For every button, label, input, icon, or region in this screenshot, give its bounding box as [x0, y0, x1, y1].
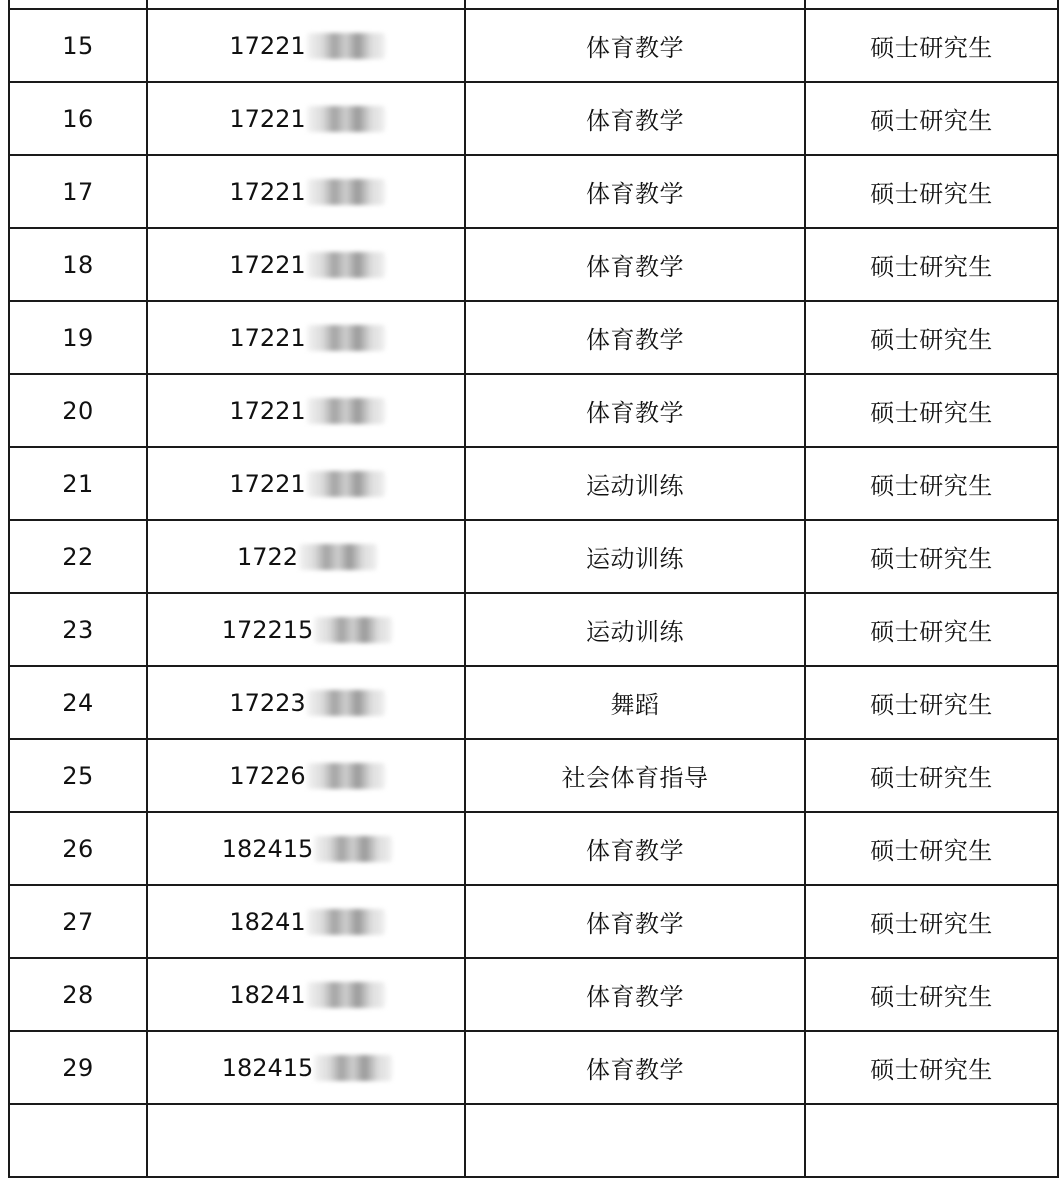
major-text: 体育教学: [586, 34, 684, 62]
row-number-text: 19: [62, 323, 94, 352]
table-row: [9, 593, 1058, 666]
degree-type-text: 硕士研究生: [870, 910, 993, 938]
major-text: 体育教学: [586, 1056, 684, 1084]
row-number-text: 22: [62, 542, 94, 571]
redacted-blur: [307, 33, 385, 59]
row-number-cell: [9, 1031, 147, 1104]
degree-type-cell: [805, 447, 1058, 520]
student-id-text: 17221: [229, 250, 306, 279]
degree-type-cell: [805, 666, 1058, 739]
redacted-blur: [307, 763, 385, 789]
student-id-wrap: [237, 543, 377, 571]
degree-type-text: 硕士研究生: [870, 326, 993, 354]
degree-type-cell: [805, 374, 1058, 447]
degree-type-cell: [805, 885, 1058, 958]
degree-type-text: 硕士研究生: [870, 253, 993, 281]
data-table: [8, 0, 1059, 1178]
degree-type-text: 硕士研究生: [870, 983, 993, 1011]
student-id-cell: [147, 739, 465, 812]
row-number-text: 20: [62, 396, 94, 425]
student-id-text: 18241: [229, 980, 306, 1009]
student-id-wrap: [229, 762, 384, 790]
major-cell: [465, 1031, 805, 1104]
table-row: [9, 9, 1058, 82]
major-cell: [465, 520, 805, 593]
degree-type-cell: [805, 1104, 1058, 1177]
major-text: 运动训练: [586, 472, 684, 500]
student-id-cell: [147, 1031, 465, 1104]
student-id-cell: [147, 82, 465, 155]
row-number-cell: [9, 228, 147, 301]
major-cell: [465, 447, 805, 520]
row-number-text: 23: [62, 615, 94, 644]
student-id-wrap: [229, 397, 384, 425]
student-id-cell: [147, 666, 465, 739]
major-text: 社会体育指导: [561, 764, 709, 792]
student-id-cell: [147, 301, 465, 374]
table-row: [9, 958, 1058, 1031]
student-id-cell: [147, 0, 465, 9]
degree-type-cell: [805, 739, 1058, 812]
table-row: [9, 447, 1058, 520]
row-number-text: 17: [62, 177, 94, 206]
redacted-blur: [314, 1055, 392, 1081]
student-id-wrap: [229, 251, 384, 279]
redacted-blur: [307, 471, 385, 497]
student-id-wrap: [229, 178, 384, 206]
student-id-text: 1722: [236, 542, 299, 571]
redacted-blur: [299, 544, 377, 570]
degree-type-cell: [805, 155, 1058, 228]
row-number-text: 25: [62, 761, 94, 790]
student-id-cell: [147, 155, 465, 228]
degree-type-text: 硕士研究生: [870, 180, 993, 208]
major-cell: [465, 593, 805, 666]
major-cell: [465, 666, 805, 739]
major-cell: [465, 0, 805, 9]
student-id-wrap: [229, 908, 384, 936]
degree-type-text: 硕士研究生: [870, 34, 993, 62]
major-cell: [465, 155, 805, 228]
student-id-text: 17221: [229, 469, 306, 498]
major-text: 舞蹈: [610, 691, 660, 719]
row-number-cell: [9, 0, 147, 9]
degree-type-cell: [805, 958, 1058, 1031]
major-text: 体育教学: [586, 837, 684, 865]
major-cell: [465, 739, 805, 812]
row-number-text: 27: [62, 907, 94, 936]
row-number-cell: [9, 447, 147, 520]
major-cell: [465, 82, 805, 155]
major-cell: [465, 228, 805, 301]
major-cell: [465, 958, 805, 1031]
degree-type-text: 硕士研究生: [870, 107, 993, 135]
student-id-wrap: [229, 32, 384, 60]
table-row: [9, 374, 1058, 447]
table-row: [9, 739, 1058, 812]
row-number-cell: [9, 155, 147, 228]
row-number-text: 21: [62, 469, 94, 498]
major-text: 体育教学: [586, 107, 684, 135]
redacted-blur: [307, 325, 385, 351]
student-id-wrap: [222, 1054, 393, 1082]
table-row: [9, 228, 1058, 301]
student-id-cell: [147, 812, 465, 885]
row-number-cell: [9, 82, 147, 155]
student-id-cell: [147, 885, 465, 958]
degree-type-cell: [805, 593, 1058, 666]
redacted-blur: [307, 982, 385, 1008]
row-number-cell: [9, 374, 147, 447]
major-text: 体育教学: [586, 399, 684, 427]
student-id-cell: [147, 593, 465, 666]
row-number-cell: [9, 739, 147, 812]
student-id-wrap: [222, 835, 393, 863]
redacted-blur: [314, 617, 392, 643]
student-id-text: 18241: [229, 907, 306, 936]
student-id-cell: [147, 958, 465, 1031]
student-id-text: 17221: [229, 31, 306, 60]
student-id-wrap: [229, 105, 384, 133]
redacted-blur: [307, 909, 385, 935]
major-text: 运动训练: [586, 618, 684, 646]
table-row: [9, 1104, 1058, 1177]
row-number-cell: [9, 593, 147, 666]
degree-type-text: 硕士研究生: [870, 618, 993, 646]
student-id-text: 172215: [221, 615, 314, 644]
table-row: [9, 812, 1058, 885]
redacted-blur: [307, 106, 385, 132]
student-id-text: 17221: [229, 323, 306, 352]
student-id-wrap: [229, 689, 384, 717]
major-cell: [465, 1104, 805, 1177]
major-cell: [465, 812, 805, 885]
major-cell: [465, 885, 805, 958]
student-id-text: 17226: [229, 761, 306, 790]
row-number-cell: [9, 1104, 147, 1177]
degree-type-cell: [805, 82, 1058, 155]
row-number-cell: [9, 958, 147, 1031]
redacted-blur: [314, 836, 392, 862]
major-text: 体育教学: [586, 910, 684, 938]
degree-type-text: 硕士研究生: [870, 545, 993, 573]
row-number-cell: [9, 885, 147, 958]
student-id-cell: [147, 520, 465, 593]
row-number-cell: [9, 9, 147, 82]
degree-type-cell: [805, 0, 1058, 9]
row-number-cell: [9, 301, 147, 374]
major-text: 体育教学: [586, 326, 684, 354]
degree-type-cell: [805, 301, 1058, 374]
major-text: 体育教学: [586, 180, 684, 208]
major-cell: [465, 374, 805, 447]
degree-type-cell: [805, 812, 1058, 885]
student-id-cell: [147, 374, 465, 447]
major-cell: [465, 9, 805, 82]
student-id-cell: [147, 228, 465, 301]
student-id-cell: [147, 447, 465, 520]
degree-type-text: 硕士研究生: [870, 399, 993, 427]
row-number-cell: [9, 812, 147, 885]
major-text: 运动训练: [586, 545, 684, 573]
table-body: [9, 0, 1058, 1177]
row-number-text: 18: [62, 250, 94, 279]
degree-type-text: 硕士研究生: [870, 472, 993, 500]
redacted-blur: [307, 690, 385, 716]
student-id-text: 182415: [221, 834, 314, 863]
student-id-wrap: [229, 981, 384, 1009]
student-id-text: 17221: [229, 396, 306, 425]
row-number-text: 15: [62, 31, 94, 60]
row-number-cell: [9, 666, 147, 739]
major-cell: [465, 301, 805, 374]
student-id-wrap: [229, 324, 384, 352]
row-number-text: 16: [62, 104, 94, 133]
student-table: [8, 0, 1057, 1178]
student-id-cell: [147, 1104, 465, 1177]
student-id-wrap: [229, 470, 384, 498]
table-row: [9, 0, 1058, 9]
degree-type-text: 硕士研究生: [870, 764, 993, 792]
degree-type-cell: [805, 228, 1058, 301]
degree-type-text: 硕士研究生: [870, 1056, 993, 1084]
major-text: 体育教学: [586, 983, 684, 1011]
table-row: [9, 520, 1058, 593]
student-id-text: 17221: [229, 104, 306, 133]
redacted-blur: [307, 398, 385, 424]
student-id-text: 17223: [229, 688, 306, 717]
student-id-cell: [147, 9, 465, 82]
redacted-blur: [307, 252, 385, 278]
student-id-text: 182415: [221, 1053, 314, 1082]
table-row: [9, 666, 1058, 739]
degree-type-cell: [805, 520, 1058, 593]
degree-type-cell: [805, 1031, 1058, 1104]
degree-type-text: 硕士研究生: [870, 691, 993, 719]
row-number-text: 24: [62, 688, 94, 717]
student-id-text: 17221: [229, 177, 306, 206]
row-number-text: 28: [62, 980, 94, 1009]
row-number-cell: [9, 520, 147, 593]
degree-type-text: 硕士研究生: [870, 837, 993, 865]
row-number-text: 29: [62, 1053, 94, 1082]
table-row: [9, 82, 1058, 155]
table-row: [9, 155, 1058, 228]
major-text: 体育教学: [586, 253, 684, 281]
student-id-wrap: [222, 616, 393, 644]
table-row: [9, 1031, 1058, 1104]
redacted-blur: [307, 179, 385, 205]
degree-type-cell: [805, 9, 1058, 82]
table-row: [9, 301, 1058, 374]
row-number-text: 26: [62, 834, 94, 863]
table-row: [9, 885, 1058, 958]
